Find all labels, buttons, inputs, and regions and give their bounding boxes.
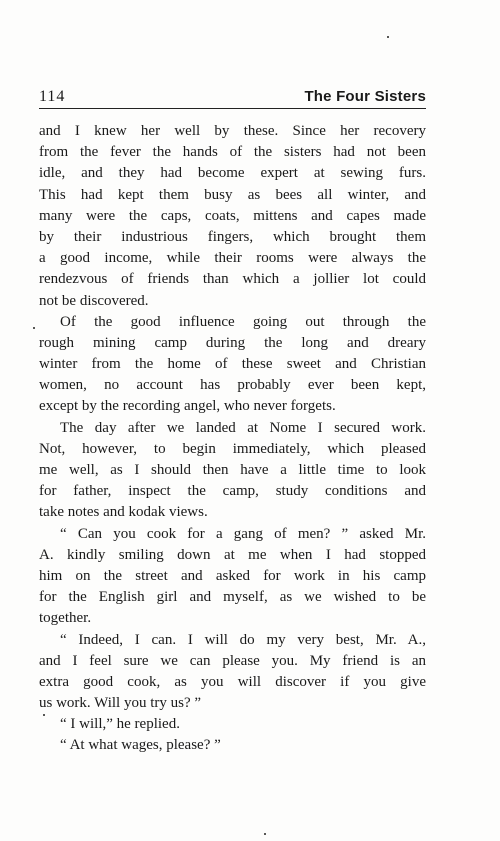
text-line: rough mining camp during the long and dreary — [39, 334, 426, 351]
text-line: idle, and they had become expert at sewing furs. — [39, 165, 426, 182]
text-line: us work. Will you try us? ” — [39, 695, 202, 712]
text-line: him on the street and asked for work in his camp — [39, 567, 426, 584]
text-line: The day after we landed at Nome I secured work. — [60, 419, 426, 436]
text-line: and I knew her well by these. Since her recovery — [39, 123, 426, 139]
text-line: rendezvous of friends than which a jollier lot could — [39, 271, 426, 288]
text-line: a good income, while their rooms were always the — [39, 250, 426, 267]
text-line: winter from the home of these sweet and Christian — [39, 356, 426, 373]
text-line: “ At what wages, please? ” — [60, 737, 221, 754]
print-speck — [33, 327, 35, 329]
page-number: 114 — [39, 88, 66, 105]
text-line: “ Indeed, I can. I will do my very best, Mr. A., — [60, 631, 426, 648]
text-line: together. — [39, 610, 92, 627]
text-line: This had kept them busy as bees all winter, and — [39, 186, 426, 203]
text-line: take notes and kodak views. — [39, 504, 208, 521]
text-line: from the fever the hands of the sisters had not been — [39, 144, 426, 161]
text-line: many were the caps, coats, mittens and capes made — [39, 207, 426, 224]
running-header — [39, 86, 426, 109]
text-line: not be discovered. — [39, 292, 149, 309]
text-line: extra good cook, as you will discover if you give — [39, 673, 426, 690]
text-line: me well, as I should then have a little time to look — [39, 462, 426, 478]
text-line: for father, inspect the camp, study conditions and — [39, 483, 426, 500]
body-text — [39, 121, 426, 757]
print-speck — [387, 36, 389, 38]
text-line: women, no account has probably ever been kept, — [39, 377, 426, 394]
text-line: Of the good influence going out through the — [60, 313, 426, 330]
text-line: “ Can you cook for a gang of men? ” asked Mr. — [60, 525, 426, 542]
text-line: for the English girl and myself, as we wished to be — [39, 589, 426, 606]
text-line: by their industrious fingers, which brought them — [39, 228, 426, 245]
text-line: “ I will,” he replied. — [60, 716, 180, 733]
print-speck — [43, 714, 45, 716]
text-line: Not, however, to begin immediately, which pleased — [39, 440, 426, 457]
print-speck — [264, 833, 266, 835]
book-title: The Four Sisters — [304, 88, 426, 105]
text-line: except by the recording angel, who never forgets. — [39, 398, 336, 415]
text-line: and I feel sure we can please you. My friend is an — [39, 652, 426, 669]
text-line: A. kindly smiling down at me when I had stopped — [39, 546, 426, 563]
